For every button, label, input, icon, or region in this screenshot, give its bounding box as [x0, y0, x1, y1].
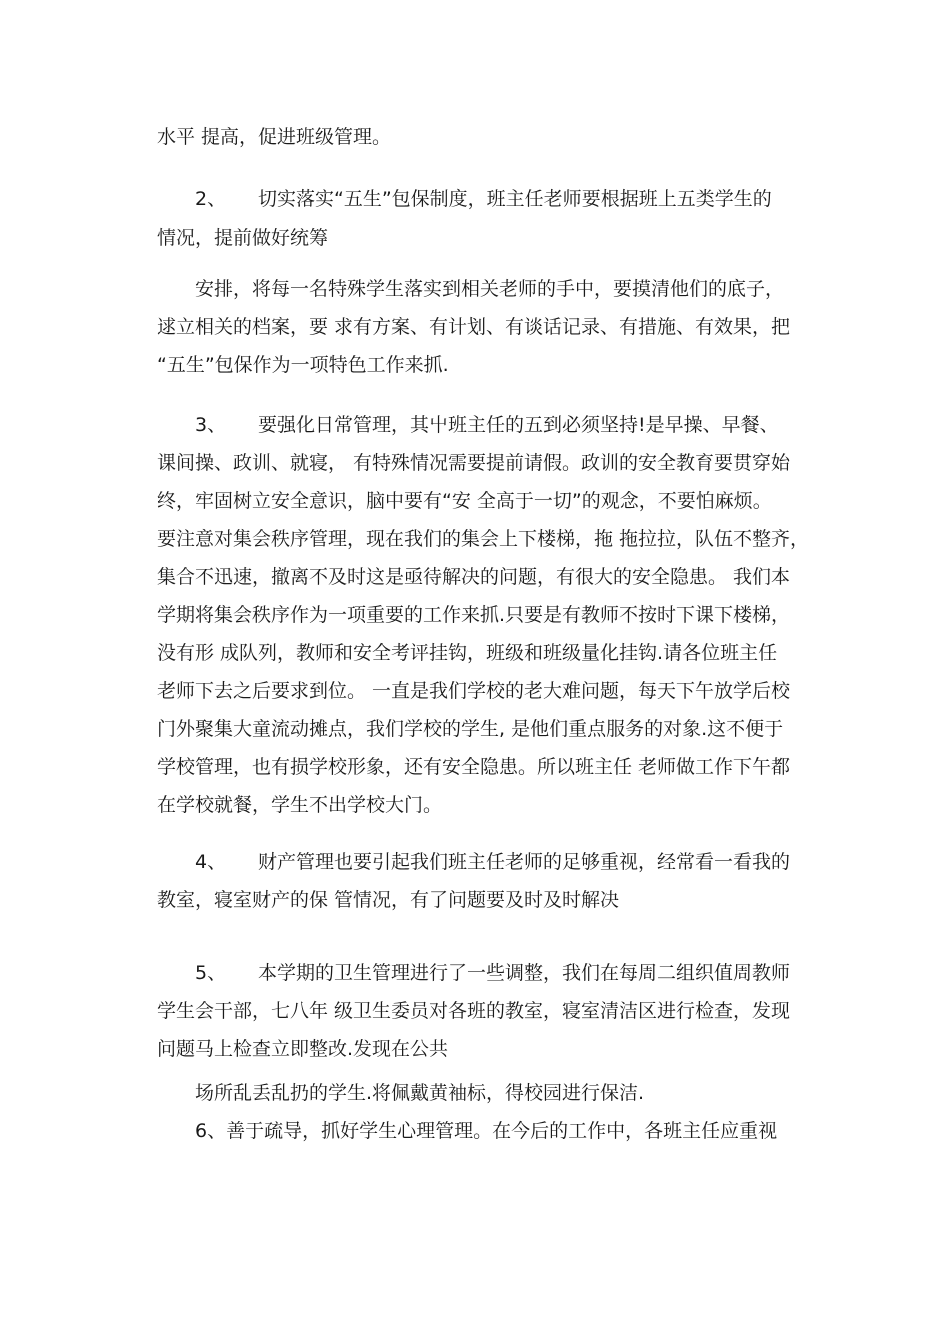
- intro-line-1: 水平 提高，促进班级管理。: [157, 126, 392, 148]
- item-6-line-1: 6、善于疏导，抓好学生心理管理。在今后的工作中，各班主任应重视: [195, 1120, 778, 1142]
- item-4-line-1: 财产管理也要引起我们班主任老师的足够重视，经常看一看我的: [258, 851, 791, 873]
- item-3-line-11: 在学校就餐，学生不出学校大门。: [157, 794, 443, 816]
- item-5-line-1: 本学期的卫生管理进行了一些调整，我们在每周二组织值周教师: [258, 962, 791, 984]
- item-3-line-8: 老师下去之后要求到位。 一直是我们学校的老大难问题，每天下午放学后校: [157, 680, 791, 702]
- item-2-line-4: 逑立相关的档案，要 求有方案、有计划、有谈话记录、有措施、有效果，把: [157, 316, 791, 338]
- item-2-line-1: 切实落实“五生”包保制度，班主任老师要根据班上五类学生的: [258, 188, 772, 210]
- item-5-line-4: 场所乱丢乱扔的学生.将佩戴黄袖标，得校园进行保洁.: [195, 1082, 645, 1104]
- item-4-number: 4、: [195, 851, 227, 873]
- item-5-line-3: 问题马上检查立即整改.发现在公共: [157, 1038, 449, 1060]
- item-4-line-2: 教室，寝室财产的保 管情况，有了问题要及时及时解决: [157, 889, 620, 911]
- item-2-line-5: “五生”包保作为一项特色工作来抓.: [157, 354, 449, 376]
- item-3-line-9: 门外聚集大童流动摊点，我们学校的学生, 是他们重点服务的对象.这不便于: [157, 718, 784, 740]
- item-3-number: 3、: [195, 414, 227, 436]
- item-2-line-3: 安排，将每一名特殊学生落实到相关老师的手中，要摸清他们的底子，: [195, 278, 785, 300]
- item-3-line-1: 要强化日常管理，其屮班主任的五到必须坚持!是早操、早餐、: [258, 414, 779, 436]
- item-5-number: 5、: [195, 962, 227, 984]
- item-3-line-4: 要注意对集会秩序管理，现在我们的集会上下楼梯，拖 拖拉拉，队伍不整齐，: [157, 528, 810, 550]
- item-3-line-6: 学期将集会秩序作为一项重要的工作来抓.只要是有教师不按时下课下楼梯，: [157, 604, 791, 626]
- item-3-line-5: 集合不迅速，撤离不及时这是亟待解决的问题，有很大的安全隐患。 我们本: [157, 566, 791, 588]
- item-3-line-10: 学校管理，也有损学校形象，还有安全隐患。所以班主任 老师做工作下午都: [157, 756, 791, 778]
- item-3-line-7: 没有形 成队列，教师和安全考评挂钩，班级和班级量化挂钩.请各位班主任: [157, 642, 778, 664]
- item-2-number: 2、: [195, 188, 227, 210]
- item-3-line-3: 终，牢固树立安全意识，脑中要有“安 全高于一切”的观念，不要怕麻烦。: [157, 490, 772, 512]
- item-3-line-2: 课间操、政训、就寝， 有特殊情况需要提前请假。政训的安全教育要贯穿始: [157, 452, 791, 474]
- item-5-line-2: 学生会干部，七八年 级卫生委员对各班的教室，寝室清洁区进行检查，发现: [157, 1000, 791, 1022]
- item-2-line-2: 情况，提前做好统筹: [157, 227, 329, 249]
